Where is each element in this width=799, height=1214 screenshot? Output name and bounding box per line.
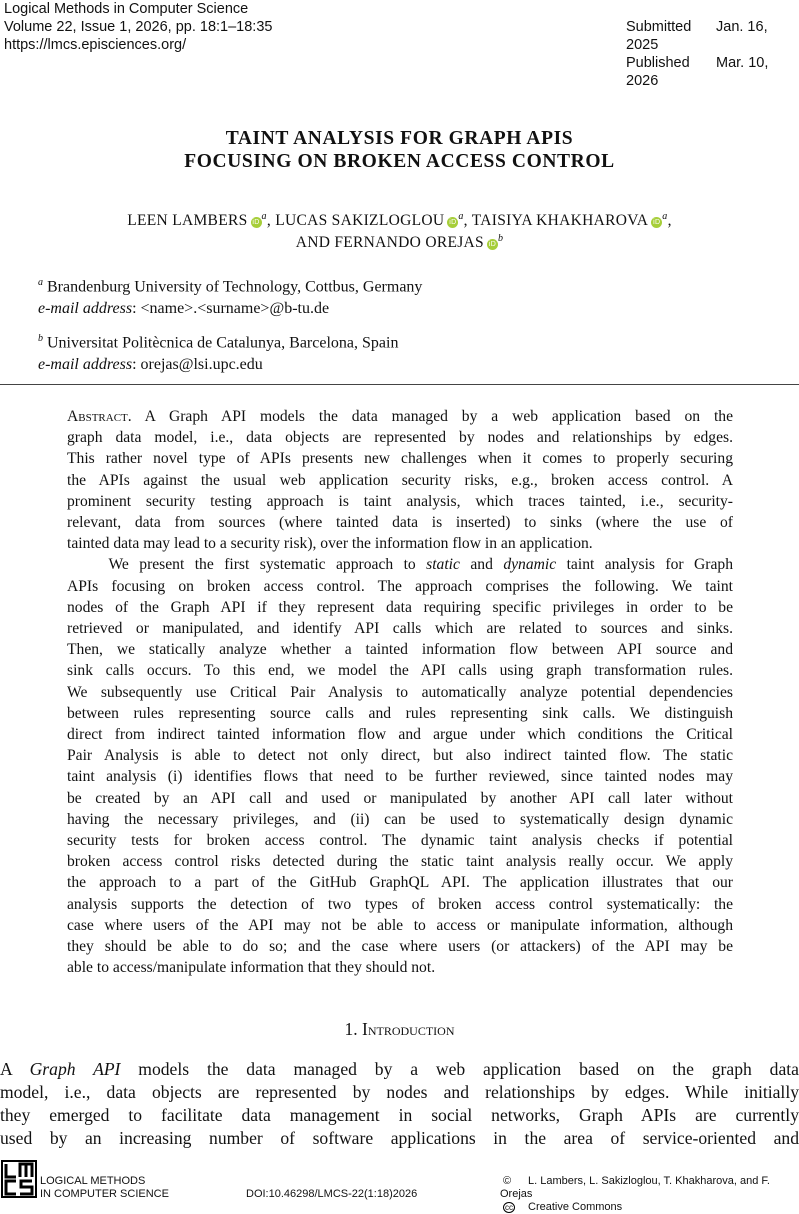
copyright [500,1175,799,1214]
line-text: prominent security testing approach is taint analysis, which traces tainted, i.e., security- [67,492,733,510]
line-text: nodes of the Graph API if they represent data requiring specific privileges in order to be [67,598,733,616]
line-text: having the necessary privileges, and (ii) can be used to systematically design dynamic [67,810,733,828]
line-text: Then, we statically analyze whether a tainted information flow between API source and [67,641,733,659]
affiliation-b [38,328,398,376]
doi[interactable]: DOI:10.46298/LMCS-22(1:18)2026 [246,1188,418,1200]
publisher-name [40,1175,169,1201]
submitted-label: Submitted [626,19,692,35]
email-label: e-mail address [38,356,133,374]
author-name: TAISIYA KHAKHAROVA [471,212,649,230]
text-line [67,683,733,703]
author-name: LEEN LAMBERS [127,212,248,230]
affiliation-mark: a [662,211,668,222]
line-text: retrieved or manipulated, and identify API calls which are related to sources and sinks. [67,620,733,637]
text-line [67,619,733,639]
line-text: case where users of the API may not be able to access or manipulate information, although [67,916,733,934]
license[interactable]: Creative Commons [528,1201,623,1213]
line-text: be created by an API call and used or manipulated by another API call later without [67,789,733,807]
emphasis: static [426,556,460,574]
emphasis: Graph API [29,1059,121,1079]
publisher-line-2: IN COMPUTER SCIENCE [40,1188,169,1200]
divider [0,384,799,385]
line-text: model, i.e., data objects are represented by nodes and relationships by edges. While initially [0,1082,799,1102]
text-line [67,873,733,893]
line-text: A Graph API models the data managed by a web application based on the [131,408,733,425]
authors-line-2 [0,233,799,252]
affiliation-a [38,272,422,320]
orcid-icon[interactable]: iD [449,219,457,227]
line-text: they emerged to facilitate data management in social networks, Graph APIs are currently [0,1105,799,1125]
line-text: used by an increasing number of software applications in the area of service-oriented and [0,1128,799,1148]
author-name: AND FERNANDO OREJAS [295,234,484,252]
creative-commons-icon: cc [505,1203,513,1212]
published-date: Mar. 10, 2026 [626,55,769,89]
affiliation-mark: b [38,333,43,344]
text-line [67,577,733,597]
institution: Universitat Politècnica de Catalunya, Barcelona, Spain [47,334,399,352]
line-text: tainted data may lead to a security risk), over the information flow in an application. [67,535,593,553]
line-text: and [459,556,504,574]
text-line [67,598,733,618]
text-line [67,725,733,745]
journal-url[interactable]: https://lmcs.episciences.org/ [4,37,187,53]
affiliation-mark: b [497,233,504,244]
text-line [67,407,733,427]
email-label: e-mail address [38,300,133,318]
text-line [67,958,733,978]
text-line [67,789,733,809]
line-text: This rather novel type of APIs presents new challenges when it comes to properly securing [67,450,733,468]
line-text: broken access control risks detected during the static taint analysis really occur. We apply [67,853,733,871]
emphasis: dynamic [503,556,557,574]
paper-title-line-1: TAINT ANALYSIS FOR GRAPH APIS [225,128,574,149]
text-line [67,555,733,575]
text-line [67,746,733,766]
authors-line-1 [0,211,799,230]
text-line [67,810,733,830]
line-text: We present the first systematic approach to [67,556,427,574]
text-line [67,895,733,915]
affiliation-mark: a [261,211,267,222]
orcid-icon[interactable]: iD [653,219,661,227]
text-line [67,513,733,533]
text-line [67,852,733,872]
text-line [67,831,733,851]
line-text: between rules representing source calls and rules representing sink calls. We distinguish [67,704,733,722]
line-text: they should be able to do so; and the case where users (or attackers) of the API may be [67,938,733,955]
line-text: graph data model, i.e., data objects are represented by nodes and relationships by edges. [67,429,733,447]
paper-title-line-2: FOCUSING ON BROKEN ACCESS CONTROL [184,151,615,172]
volume-info: Volume 22, Issue 1, 2026, pp. 18:1–18:35 [4,19,273,35]
email-address: : <name>.<surname>@b-tu.de [132,300,330,318]
submitted-date: Jan. 16, 2025 [626,19,768,53]
text-line [67,704,733,724]
institution: Brandenburg University of Technology, Cottbus, Germany [47,278,423,296]
separator: , [463,212,472,230]
orcid-icon[interactable]: iD [252,219,260,227]
line-text: sink calls occurs. To this end, we model the API calls using graph transformation rules. [67,662,733,680]
line-text: taint analysis (i) identifies flows that need to be further reviewed, since tainted nodes may [67,768,733,786]
text-line [0,1127,799,1149]
text-line [67,767,733,787]
orcid-icon[interactable]: iD [488,241,497,249]
affiliation-mark: a [458,211,464,222]
author-name: LUCAS SAKIZLOGLOU [275,212,445,230]
line-text: Pair Analysis is able to detect not only direct, but also indirect tainted flow. The static [67,747,733,765]
line-text: taint analysis for Graph [556,556,734,574]
text-line [0,1081,799,1103]
email-address: : orejas@lsi.upc.edu [132,356,263,374]
text-line [67,937,733,957]
running-header [4,0,272,54]
section-heading-introduction: 1. Introduction [344,1019,455,1039]
line-text: security tests for broken access control. The dynamic taint analysis checks if potential [67,832,733,849]
line-text: We subsequently use Critical Pair Analysis to automatically analyze potential dependencies [67,683,733,701]
publisher-line-1: LOGICAL METHODS [40,1175,146,1187]
line-text: able to access/manipulate information that they should not. [67,959,436,977]
line-text: the approach to a part of the GitHub GraphQL API. The application illustrates that our [67,874,733,892]
copyright-holders: L. Lambers, L. Sakizloglou, T. Khakharova, and F. Orejas [500,1175,770,1200]
line-text: relevant, data from sources (where tainted data is inserted) to sinks (where the use of [67,514,733,531]
text-line [67,471,733,491]
line-text: APIs focusing on broken access control. The approach comprises the following. We taint [67,577,733,595]
line-text: direct from indirect tainted information flow and argue under which conditions the Critical [67,726,733,743]
text-line [67,492,733,512]
line-text: the APIs against the usual web application security risks, e.g., broken access control. A [67,471,733,489]
affiliation-mark: a [38,277,43,288]
text-line [0,1058,799,1080]
journal-name: Logical Methods in Computer Science [4,1,249,17]
line-text: models the data managed by a web application based on the graph data [120,1059,799,1079]
copyright-icon: © [503,1175,512,1187]
published-label: Published [626,55,690,71]
text-line [67,640,733,660]
abstract-label: Abstract. [67,408,132,425]
text-line [67,534,733,554]
separator: , [667,212,672,230]
text-line [67,449,733,469]
text-line [67,428,733,448]
text-line [67,661,733,681]
text-line [0,1104,799,1126]
line-text: A [0,1059,30,1079]
lmcs-logo [1,1160,37,1198]
text-line [67,916,733,936]
submission-dates [626,18,799,90]
line-text: analysis supports the detection of two types of broken access control systematically: the [67,895,733,913]
separator: , [266,212,276,230]
